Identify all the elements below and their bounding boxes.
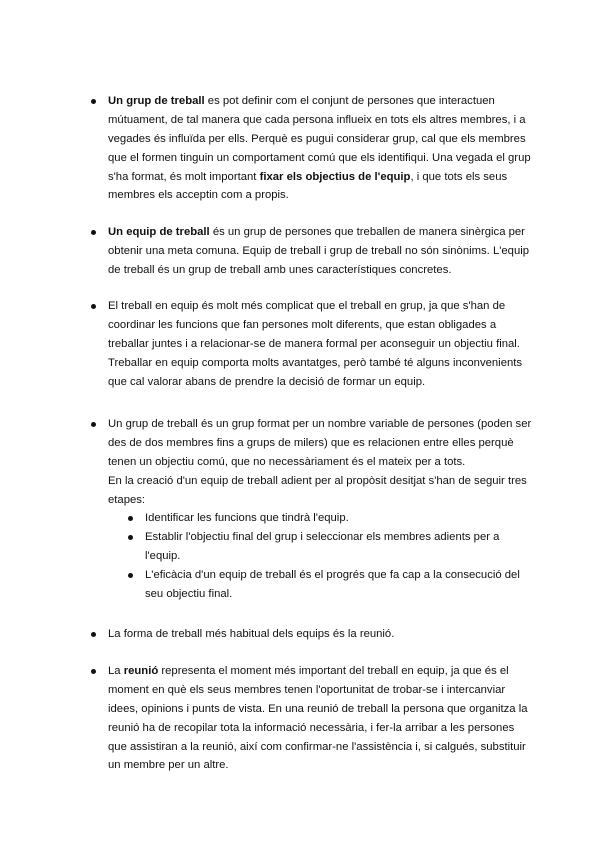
bold-term: Un grup de treball (108, 95, 205, 107)
text-segment: reunió ha de recopilar tota la informació necessària, i fer-la arribar a les persones (108, 721, 515, 734)
text-line (145, 528, 575, 547)
text-line (108, 373, 538, 392)
bullet-icon (91, 99, 96, 104)
text-line (108, 354, 538, 373)
text-segment: membres els acceptin com a propis. (108, 189, 289, 202)
text-segment: Treballar en equip comporta molts avantatges, però també té alguns inconvenients (108, 356, 523, 369)
bullet-paragraph (108, 415, 538, 604)
text-segment: vegades és influïda per ells. Perquè es pugui considerar grup, cal que els membres (108, 132, 526, 145)
text-segment: La forma de treball més habitual dels equips és la reunió. (108, 628, 395, 640)
bullet-icon (91, 422, 96, 427)
text-segment: que cal valorar abans de prendre la decisió de formar un equip. (108, 375, 426, 388)
sub-bullet-item (145, 566, 575, 604)
text-segment: l'equip. (145, 550, 181, 563)
text-segment: representa el moment més important del treball en equip, ja que és el (158, 665, 509, 677)
text-segment: tenen un objectiu comú, que no necessàriament és el mateix per a tots. (108, 455, 466, 468)
text-line (108, 472, 538, 491)
bold-term: reunió (123, 665, 159, 677)
text-line (108, 242, 538, 261)
bullet-icon (91, 304, 96, 309)
text-line (108, 453, 538, 472)
bullet-icon (128, 516, 133, 521)
text-line (108, 738, 538, 757)
text-line (108, 415, 538, 434)
text-line (108, 700, 538, 719)
bullet-paragraph (108, 92, 538, 205)
bullet-icon (91, 230, 96, 235)
text-segment: és un grup de persones que treballen de manera sinèrgica per (209, 226, 525, 238)
text-line (108, 719, 538, 738)
bullet-paragraph (108, 223, 538, 280)
text-line (108, 662, 538, 681)
text-segment: , i que tots els seus (410, 170, 508, 183)
text-segment: seu objectiu final. (145, 588, 233, 601)
text-line (108, 316, 538, 335)
text-line (108, 434, 538, 453)
text-segment: des de dos membres fins a grups de milers) que es relacionen entre elles perquè (108, 436, 514, 449)
text-segment: un membre per un altre. (108, 759, 229, 772)
text-line (108, 297, 538, 316)
bullet-paragraph (108, 662, 538, 775)
text-line (145, 509, 575, 528)
text-segment: treballar juntes i a relacionar-se de manera formal per aconseguir un objectiu final. (108, 337, 520, 350)
bold-term: fixar els objectius de l'equip (259, 170, 411, 183)
text-line (108, 261, 538, 280)
bullet-icon (128, 535, 133, 540)
text-segment: de treball és un grup de treball amb unes característiques concretes. (108, 263, 452, 276)
text-segment: Un grup de treball és un grup format per un nombre variable de persones (poden ser (108, 418, 532, 430)
text-line (108, 335, 538, 354)
text-line (108, 168, 538, 187)
text-segment: que el formen tinguin un comportament comú que els identifiqui. Una vegada el grup (108, 151, 531, 164)
text-line (108, 149, 538, 168)
text-segment: Establir l'objectiu final del grup i seleccionar els membres adients per a (145, 531, 500, 544)
text-line (108, 625, 538, 644)
sub-bullet-item (145, 509, 575, 528)
text-segment: s'ha format, és molt important (108, 170, 260, 183)
text-line (108, 756, 538, 775)
text-segment: idees, opinions i punts de vista. En una reunió de treball la persona que organitza la (108, 702, 528, 715)
bullet-paragraph (108, 297, 538, 391)
bold-term: Un equip de treball (108, 226, 210, 238)
text-line (145, 566, 575, 585)
text-line (108, 223, 538, 242)
text-segment: La (108, 665, 124, 677)
text-line (145, 547, 575, 566)
text-segment: Identificar les funcions que tindrà l'equip. (145, 512, 349, 525)
text-segment: L'eficàcia d'un equip de treball és el progrés que fa cap a la consecució del (145, 569, 520, 582)
text-line (145, 585, 575, 604)
text-segment: etapes: (108, 493, 146, 506)
bullet-paragraph (108, 625, 538, 644)
text-line (108, 491, 538, 510)
text-segment: es pot definir com el conjunt de persones que interactuen (204, 95, 495, 107)
text-segment: En la creació d'un equip de treball adient per al propòsit desitjat s'han de seguir tres (108, 474, 527, 487)
text-segment: mútuament, de tal manera que cada persona influeix en tots els altres membres, i a (108, 113, 526, 126)
text-line (108, 130, 538, 149)
bullet-icon (91, 632, 96, 637)
text-line (108, 681, 538, 700)
bullet-icon (128, 573, 133, 578)
text-segment: obtenir una meta comuna. Equip de treball i grup de treball no són sinònims. L'equip (108, 244, 530, 257)
text-segment: El treball en equip és molt més complicat que el treball en grup, ja que s'han de (108, 300, 506, 312)
text-segment: coordinar les funcions que fan persones molt diferents, que estan obligades a (108, 318, 497, 331)
text-line (108, 186, 538, 205)
text-segment: que assistiran a la reunió, així com confirmar-ne l'assistència i, si calgués, substituir (108, 740, 526, 753)
text-line (108, 92, 538, 111)
text-segment: moment en què els seus membres tenen l'oportunitat de trobar-se i intercanviar (108, 683, 506, 696)
bullet-icon (91, 669, 96, 674)
sub-bullet-item (145, 528, 575, 566)
text-line (108, 111, 538, 130)
